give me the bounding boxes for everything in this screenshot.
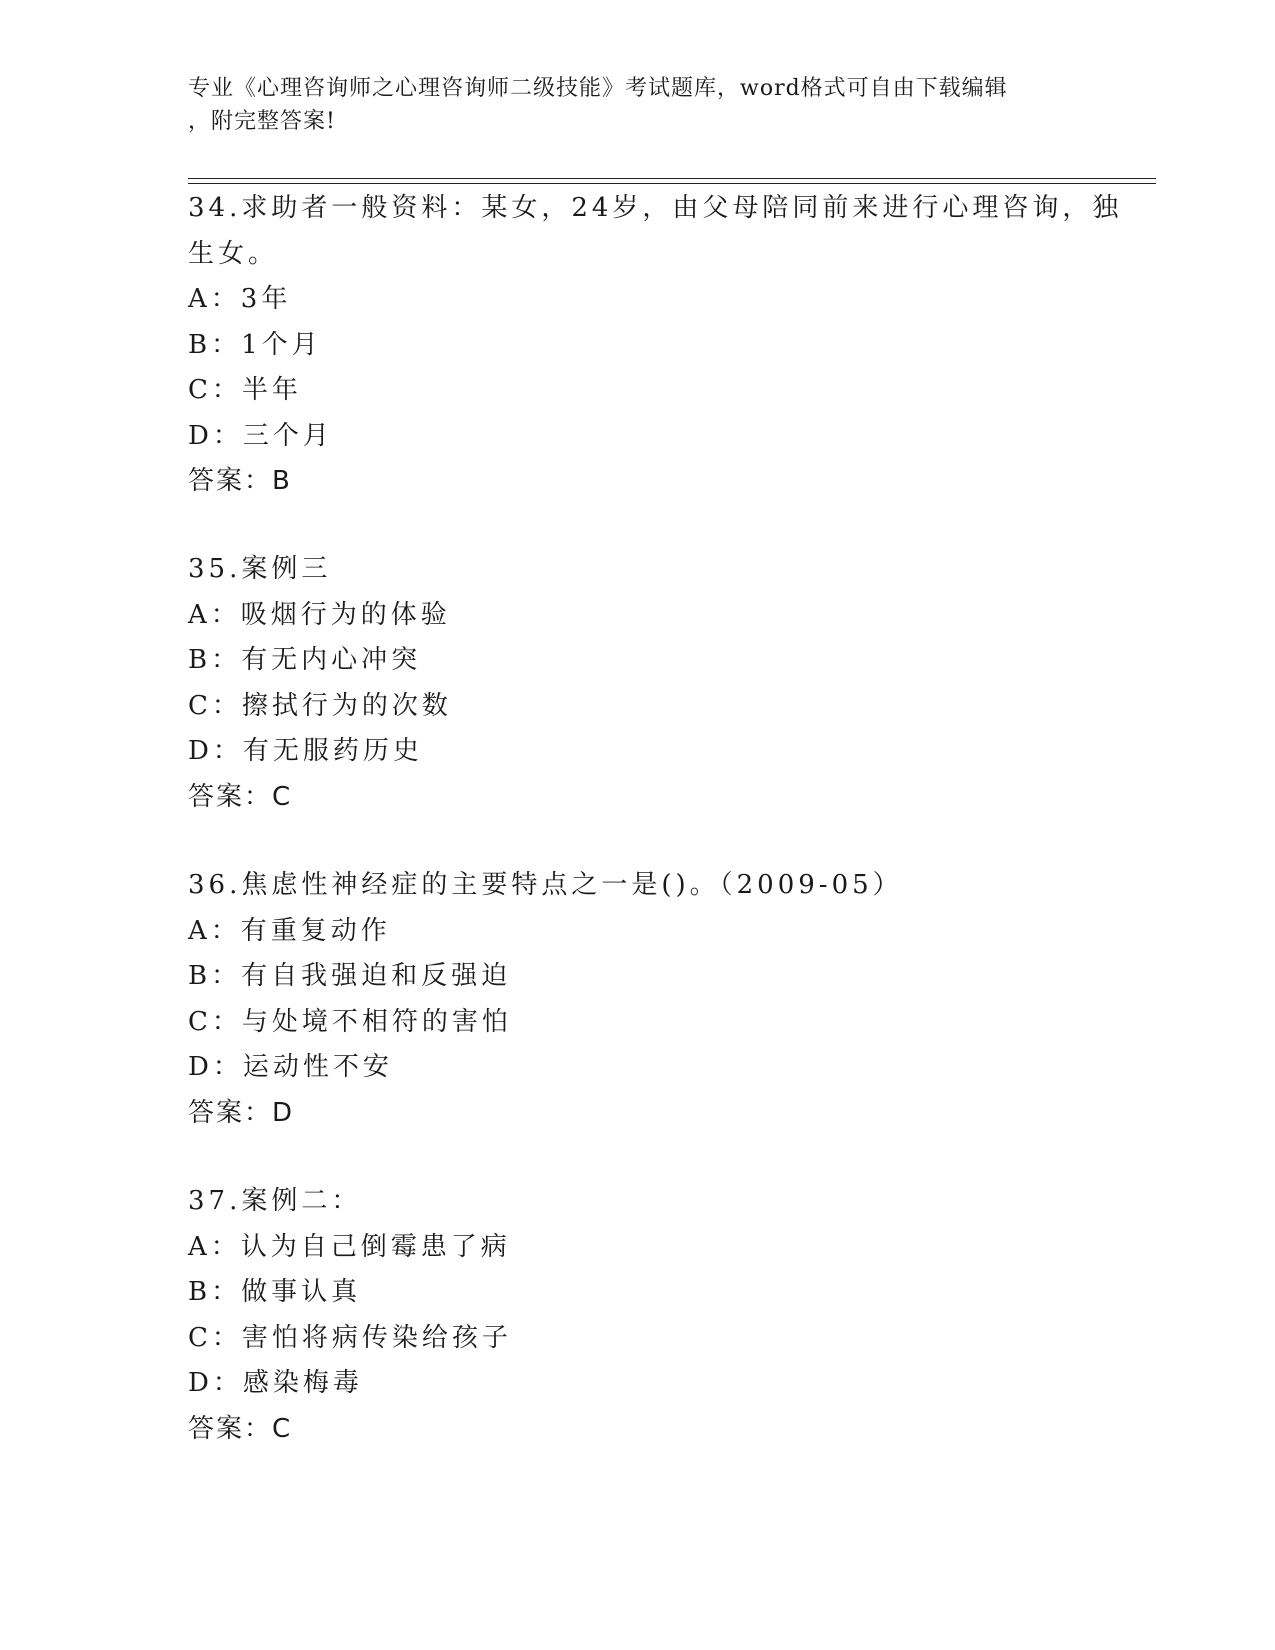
option-c: C：擦拭行为的次数 [188, 690, 452, 721]
answer-line: 答案：C [188, 781, 293, 812]
option-a: A：3年 [188, 284, 292, 314]
option-b: B：有无内心冲突 [188, 645, 422, 675]
option-d: D：运动性不安 [188, 1052, 393, 1082]
question-35 [188, 547, 1088, 820]
answer-line: 答案：B [188, 466, 292, 496]
option-b: B：1个月 [188, 329, 322, 360]
question-36 [188, 863, 1088, 1136]
option-a: A：认为自己倒霉患了病 [188, 1231, 511, 1262]
option-a: A：吸烟行为的体验 [188, 599, 451, 630]
option-d: D：感染梅毒 [188, 1368, 363, 1398]
question-stem: 37.案例二： [188, 1186, 362, 1216]
option-c: C：半年 [188, 375, 302, 405]
option-b: B：做事认真 [188, 1277, 362, 1307]
option-d: D：有无服药历史 [188, 736, 423, 766]
option-c: C：害怕将病传染给孩子 [188, 1322, 512, 1353]
option-c: C：与处境不相符的害怕 [188, 1006, 512, 1037]
header-line-2: ，附完整答案! [188, 109, 336, 134]
question-stem-continued: 生女。 [188, 238, 279, 269]
document-header [188, 72, 1088, 138]
header-divider-bottom [188, 183, 1156, 184]
question-37 [188, 1179, 1088, 1452]
question-stem: 36.焦虑性神经症的主要特点之一是()。（2009-05） [188, 870, 903, 900]
option-b: B：有自我强迫和反强迫 [188, 961, 512, 991]
answer-line: 答案：D [188, 1097, 295, 1128]
question-34 [188, 186, 1123, 505]
question-stem: 35.案例三 [188, 554, 332, 584]
option-a: A：有重复动作 [188, 915, 391, 946]
answer-line: 答案：C [188, 1413, 293, 1444]
header-line-1: 专业《心理咨询师之心理咨询师二级技能》考试题库，word格式可自由下载编辑 [188, 76, 1008, 101]
option-d: D：三个月 [188, 420, 333, 451]
header-divider-top [188, 178, 1156, 179]
question-stem: 34.求助者一般资料：某女，24岁，由父母陪同前来进行心理咨询，独 [188, 193, 1123, 223]
